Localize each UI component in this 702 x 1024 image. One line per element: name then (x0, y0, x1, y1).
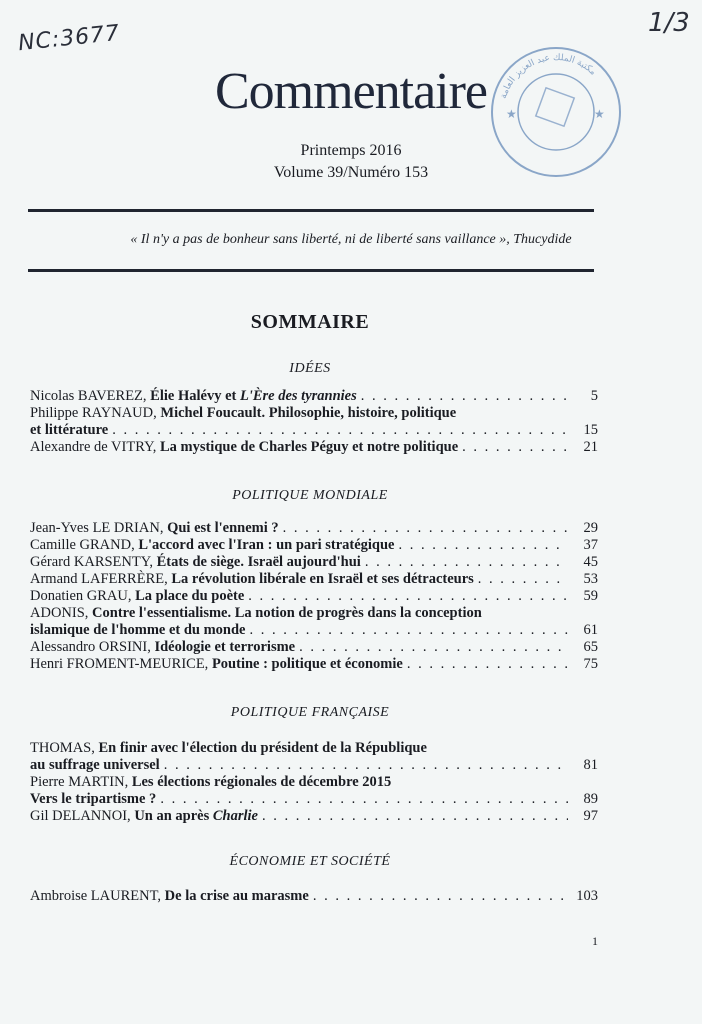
section-heading-politique-mondiale: POLITIQUE MONDIALE (232, 488, 388, 503)
entry-page: 45 (583, 554, 598, 570)
entry-title: États de siège. Israël aujourd'hui (156, 554, 361, 570)
issue-volume: Volume 39/Numéro 153 (273, 164, 429, 181)
entry-author: Camille GRAND, (30, 537, 135, 553)
sommaire-heading: SOMMAIRE (250, 311, 370, 333)
toc-entry[interactable] (30, 774, 598, 808)
entry-title: Un an après (134, 808, 210, 824)
toc-entry[interactable] (30, 520, 598, 537)
entry-title-italic: L'Ère des tyrannies (239, 388, 357, 404)
toc-entry[interactable] (30, 588, 598, 605)
entry-title: En finir avec l'élection du président de la République (98, 740, 427, 756)
entry-page: 75 (583, 656, 598, 672)
entry-page: 65 (583, 639, 598, 655)
entry-author: Donatien GRAU, (30, 588, 132, 604)
entry-page: 53 (583, 571, 598, 587)
leader-dots (365, 554, 568, 571)
leader-dots (361, 388, 568, 405)
entry-author: Philippe RAYNAUD, (30, 405, 157, 421)
toc-entry[interactable] (30, 388, 598, 405)
entry-author: Alessandro ORSINI, (30, 639, 151, 655)
toc-entry[interactable] (30, 740, 598, 774)
journal-title: Commentaire (214, 63, 488, 120)
leader-dots (112, 422, 568, 439)
svg-text:★: ★ (506, 107, 517, 121)
leader-dots (313, 888, 568, 905)
toc-entry[interactable] (30, 554, 598, 571)
entry-author: THOMAS, (30, 740, 95, 756)
leader-dots (462, 439, 568, 456)
toc-entry[interactable] (30, 439, 598, 456)
issue-season: Printemps 2016 (300, 142, 402, 159)
leader-dots (399, 537, 569, 554)
toc-entry[interactable] (30, 656, 598, 673)
section-heading-economie-societe: ÉCONOMIE ET SOCIÉTÉ (229, 854, 391, 869)
entry-title: Contre l'essentialisme. La notion de progrès dans la conception (92, 605, 482, 621)
entry-page: 97 (583, 808, 598, 824)
entry-page: 29 (583, 520, 598, 536)
entry-author: Gil DELANNOI, (30, 808, 131, 824)
leader-dots (478, 571, 568, 588)
toc-entry[interactable] (30, 808, 598, 825)
leader-dots (262, 808, 568, 825)
entry-page: 59 (583, 588, 598, 604)
entry-page: 15 (583, 422, 598, 438)
toc-entry[interactable] (30, 639, 598, 656)
entry-page: 103 (576, 888, 598, 904)
page-number: 1 (592, 934, 598, 948)
handwritten-reference: NC:3677 (16, 20, 122, 57)
entry-page: 21 (583, 439, 598, 455)
entry-author: Ambroise LAURENT, (30, 888, 162, 904)
entry-page: 61 (583, 622, 598, 638)
leader-dots (160, 791, 568, 808)
leader-dots (407, 656, 568, 673)
leader-dots (250, 622, 569, 639)
entry-page: 81 (583, 757, 598, 773)
section-heading-politique-francaise: POLITIQUE FRANÇAISE (230, 705, 390, 720)
entry-title: Les élections régionales de décembre 2015 (131, 774, 392, 790)
entry-title-italic: Charlie (212, 808, 258, 824)
svg-text:★: ★ (594, 107, 605, 121)
epigraph: « Il n'y a pas de bonheur sans liberté, ni de liberté sans vaillance », Thucydide (130, 232, 572, 247)
stamp-text: مكتبة الملك عبد العزيز العامة (498, 52, 598, 100)
entry-title-cont: Vers le tripartisme ? (30, 791, 157, 807)
entry-title: Qui est l'ennemi ? (167, 520, 279, 536)
entry-title: Michel Foucault. Philosophie, histoire, politique (160, 405, 457, 421)
divider-top (28, 209, 594, 212)
leader-dots (299, 639, 568, 656)
entry-author: Henri FROMENT-MEURICE, (30, 656, 209, 672)
handwritten-page-count: 1/3 (648, 8, 690, 38)
leader-dots (248, 588, 568, 605)
toc-entry[interactable] (30, 405, 598, 439)
entry-page: 5 (590, 388, 598, 404)
entry-page: 37 (583, 537, 598, 553)
entry-title: De la crise au marasme (164, 888, 309, 904)
entry-author: Armand LAFERRÈRE, (30, 571, 168, 587)
leader-dots (283, 520, 568, 537)
entry-author: Pierre MARTIN, (30, 774, 129, 790)
entry-author: Gérard KARSENTY, (30, 554, 153, 570)
toc-entry[interactable] (30, 888, 598, 905)
toc-entry[interactable] (30, 605, 598, 639)
leader-dots (164, 757, 568, 774)
entry-title: La révolution libérale en Israël et ses détracteurs (171, 571, 474, 587)
entry-title: Idéologie et terrorisme (154, 639, 296, 655)
entry-author: Jean-Yves LE DRIAN, (30, 520, 164, 536)
entry-title: Élie Halévy et (150, 388, 237, 404)
entry-author: Alexandre de VITRY, (30, 439, 157, 455)
toc-entry[interactable] (30, 537, 598, 554)
entry-author: ADONIS, (30, 605, 89, 621)
entry-title-cont: au suffrage universel (30, 757, 160, 773)
entry-title: La place du poète (135, 588, 245, 604)
entry-title: Poutine : politique et économie (211, 656, 403, 672)
section-heading-idees: IDÉES (289, 361, 331, 376)
toc-entry[interactable] (30, 571, 598, 588)
entry-author: Nicolas BAVEREZ, (30, 388, 147, 404)
entry-title-cont: et littérature (30, 422, 109, 438)
entry-title-cont: islamique de l'homme et du monde (30, 622, 246, 638)
entry-page: 89 (583, 791, 598, 807)
entry-title: L'accord avec l'Iran : un pari stratégique (138, 537, 395, 553)
divider-bottom (28, 269, 594, 272)
entry-title: La mystique de Charles Péguy et notre politique (159, 439, 459, 455)
